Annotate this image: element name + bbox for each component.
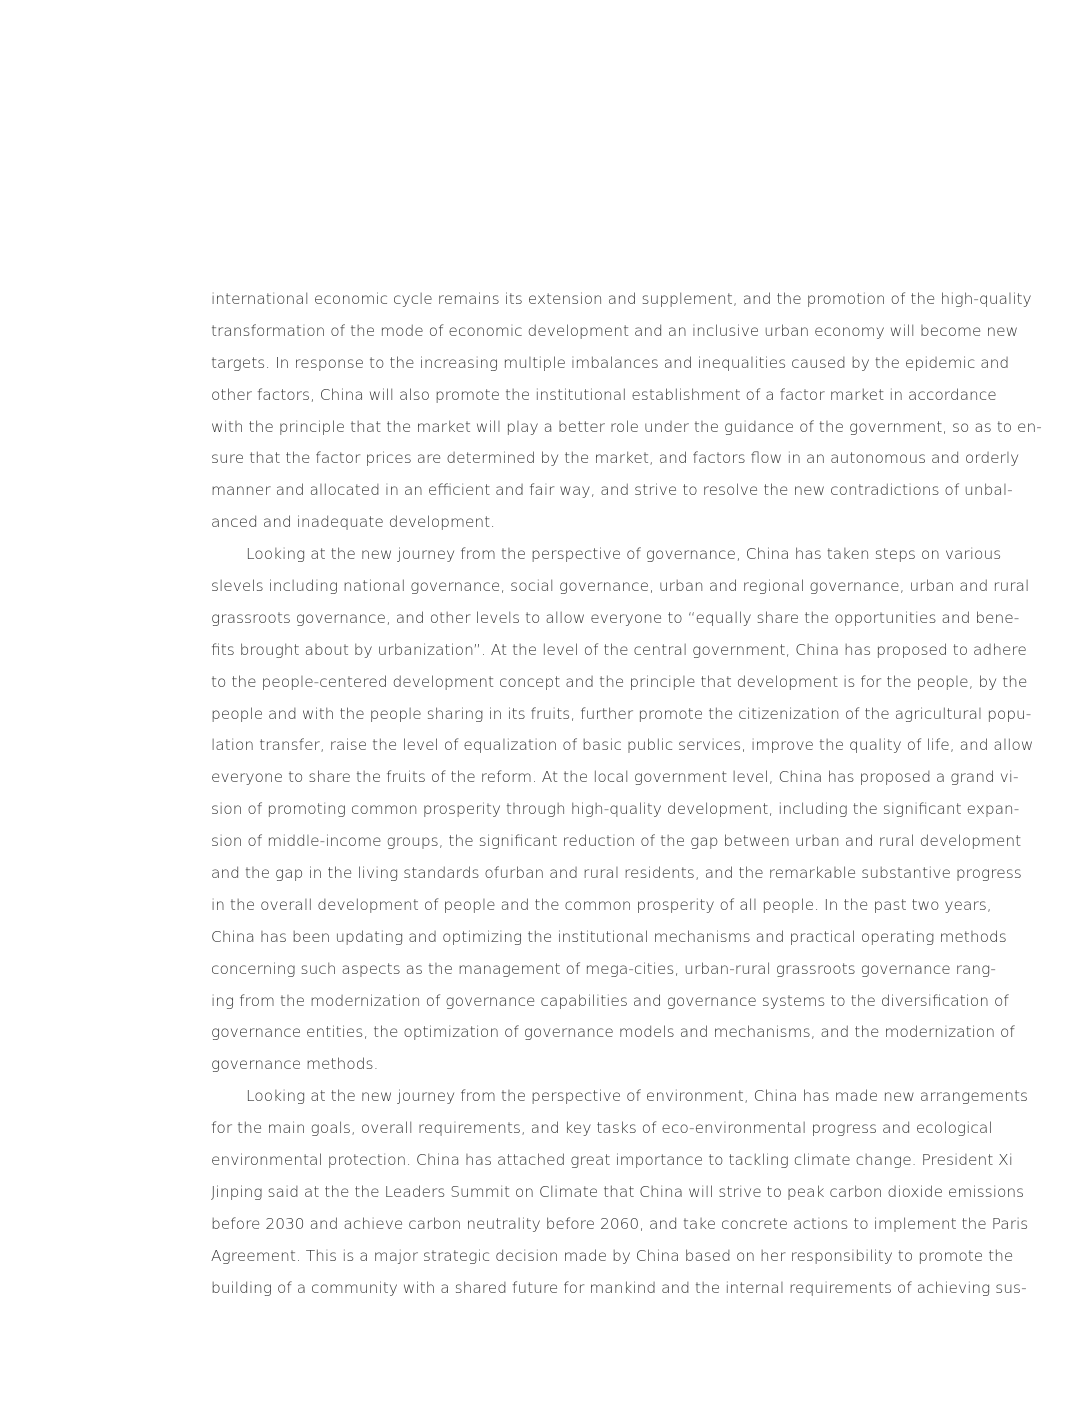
text-line: environmental protection. China has attached great importance to tackling climate change. President Xi	[211, 1151, 1013, 1170]
text-line: everyone to share the fruits of the reform. At the local government level, China has proposed a grand vi-	[211, 768, 1019, 787]
text-line: for the main goals, overall requirements, and key tasks of eco-environmental progress and ecological	[211, 1119, 993, 1138]
text-line: manner and allocated in an efficient and fair way, and strive to resolve the new contradictions of unbal-	[211, 481, 1013, 500]
text-line: international economic cycle remains its extension and supplement, and the promotion of the high-quality	[211, 290, 1032, 308]
text-line: concerning such aspects as the management of mega-cities, urban-rural grassroots governance rang-	[211, 959, 996, 978]
text-line: sion of middle-income groups, the significant reduction of the gap between urban and rural development	[211, 832, 1022, 851]
text-line: targets. In response to the increasing multiple imbalances and inequalities caused by the epidemic and	[211, 353, 1010, 372]
text-line: governance entities, the optimization of governance models and mechanisms, and the modernization of	[211, 1023, 1015, 1042]
text-line: slevels including national governance, social governance, urban and regional governance, urban and rural	[211, 577, 1030, 596]
text-line: Agreement. This is a major strategic decision made by China based on her responsibility to promote the	[211, 1246, 1014, 1265]
text-line: building of a community with a shared future for mankind and the internal requirements of achieving sus-	[211, 1278, 1027, 1297]
text-line: Looking at the new journey from the perspective of environment, China has made new arrangements	[246, 1087, 1029, 1106]
text-line: sure that the factor prices are determined by the market, and factors flow in an autonomous and orderly	[211, 449, 1020, 468]
text-line: transformation of the mode of economic development and an inclusive urban economy will become new	[211, 321, 1019, 340]
text-line: sion of promoting common prosperity through high-quality development, including the significant expan-	[211, 800, 1020, 819]
text-line: grassroots governance, and other levels to allow everyone to “equally share the opportunities and bene-	[211, 608, 1020, 627]
text-line: anced and inadequate development.	[211, 513, 496, 532]
text-line: in the overall development of people and the common prosperity of all people. In the past two years,	[211, 895, 992, 914]
text-line: lation transfer, raise the level of equalization of basic public services, improve the quality of life, and allow	[211, 736, 1034, 755]
text-line: people and with the people sharing in its fruits, further promote the citizenization of the agricultural popu-	[211, 704, 1032, 723]
text-line: Looking at the new journey from the perspective of governance, China has taken steps on various	[246, 545, 1002, 564]
text-line: with the principle that the market will play a better role under the guidance of the government, so as to en-	[211, 417, 1042, 436]
text-line: other factors, China will also promote the institutional establishment of a factor market in accordance	[211, 385, 997, 404]
text-line: to the people-centered development concept and the principle that development is for the people, by the	[211, 672, 1028, 691]
text-line: fits brought about by urbanization”. At the level of the central government, China has proposed to adhere	[211, 640, 1027, 659]
text-line: before 2030 and achieve carbon neutrality before 2060, and take concrete actions to implement the Paris	[211, 1214, 1029, 1233]
body-text	[211, 284, 1042, 1305]
text-line: governance methods.	[211, 1055, 379, 1074]
text-line: and the gap in the living standards ofurban and rural residents, and the remarkable substantive progress	[211, 864, 1022, 883]
text-line: ing from the modernization of governance capabilities and governance systems to the diversification of	[211, 991, 1009, 1010]
text-line: Jinping said at the the Leaders Summit on Climate that China will strive to peak carbon dioxide emissions	[211, 1182, 1025, 1201]
text-line: China has been updating and optimizing the institutional mechanisms and practical operating methods	[211, 927, 1007, 946]
